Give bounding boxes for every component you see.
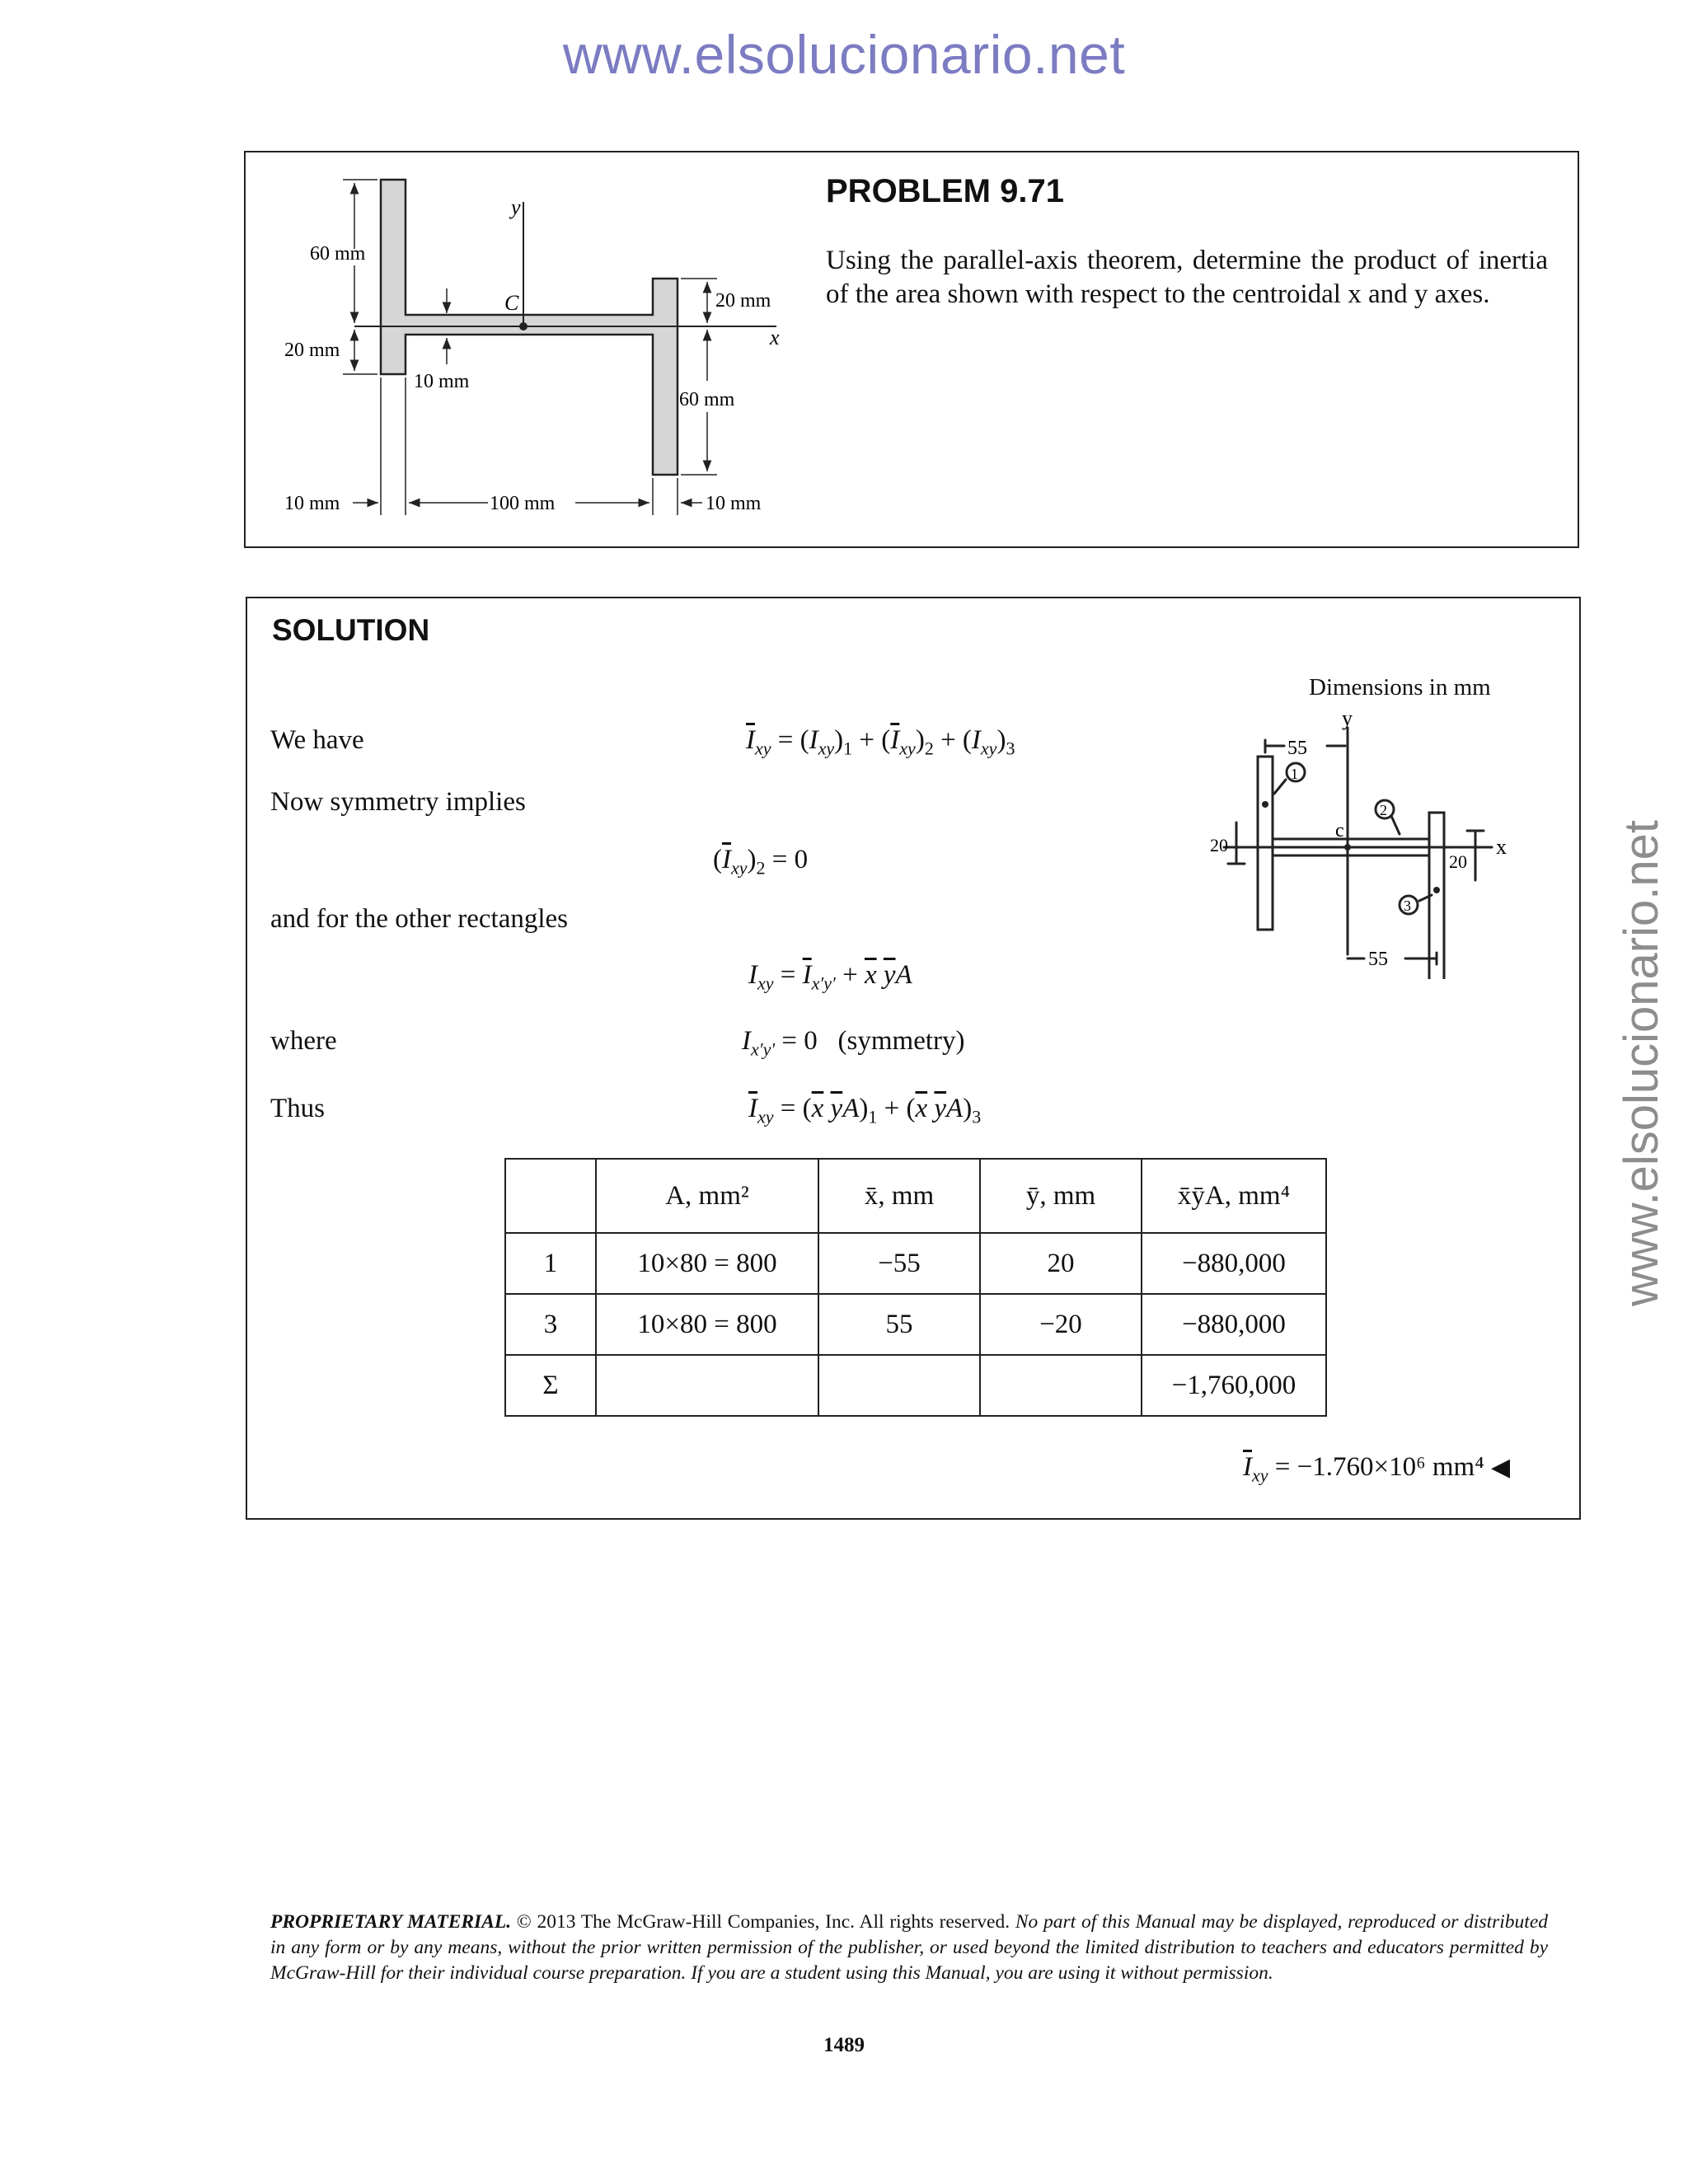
equation-1: $\overline{I}_{xy} = (I_{xy})_1 + (\overline{I}_{xy})_2 + (I_{xy})_3$ <box>746 725 1015 759</box>
fig-dim-10-bottom-right: 10 mm <box>706 493 762 514</box>
sketch-part-1: 1 <box>1291 766 1298 782</box>
problem-figure <box>272 165 808 527</box>
solution-sketch <box>1203 707 1517 979</box>
fig-dim-10-web: 10 mm <box>414 371 470 392</box>
fig-dim-100-bottom: 100 mm <box>490 493 556 514</box>
sketch-y-label: y <box>1342 707 1353 730</box>
fig-dim-10-bottom-left: 10 mm <box>284 493 340 514</box>
problem-title: PROBLEM 9.71 <box>826 173 1064 209</box>
fig-dim-20-left: 20 mm <box>284 340 340 361</box>
table-cell: −1,760,000 <box>1142 1355 1326 1416</box>
table-row <box>505 1294 1326 1355</box>
table-cell <box>596 1355 818 1416</box>
watermark-top: www.elsolucionario.net <box>562 24 1126 85</box>
final-answer: $\overline{I}_{xy} = -1.760\times 10^6$ mm⁴ ◀ <box>1243 1452 1511 1486</box>
table-header: x̄ȳA, mm⁴ <box>1142 1159 1326 1233</box>
table-cell: 10×80 = 800 <box>596 1233 818 1294</box>
sketch-dim-20-right: 20 <box>1449 851 1467 872</box>
sketch-dim-20-left: 20 <box>1210 835 1228 855</box>
sketch-dim-55-bottom: 55 <box>1368 949 1388 970</box>
sketch-x-label: x <box>1496 835 1507 859</box>
fig-y-label: y <box>511 195 521 219</box>
table-cell: 1 <box>505 1233 596 1294</box>
footer-notice <box>270 1910 1548 1986</box>
solution-title: SOLUTION <box>272 613 430 647</box>
equation-5: $\overline{I}_{xy} = (\overline{x}$ $\overline{y}A)_1 + (\overline{x}$ $\overline{y}A)_3$ <box>748 1094 982 1127</box>
sketch-dim-55-top: 55 <box>1287 738 1307 759</box>
table-row <box>505 1355 1326 1416</box>
table-header: ȳ, mm <box>980 1159 1142 1233</box>
fig-dim-60-right: 60 mm <box>679 389 735 410</box>
sketch-c-label: c <box>1335 820 1344 841</box>
fig-dim-20-right: 20 mm <box>715 290 771 312</box>
table-cell <box>818 1355 980 1416</box>
table-cell <box>980 1355 1142 1416</box>
equation-2: $(\overline{I}_{xy})_2 = 0$ <box>713 845 809 879</box>
answer-value: = −1.760×10⁶ mm⁴ <box>1274 1452 1484 1482</box>
problem-statement: Using the parallel-axis theorem, determine the product of inertia of the area shown with respect to the centroidal x and y axes. <box>826 246 1548 309</box>
table-cell: 20 <box>980 1233 1142 1294</box>
table-header: x̄, mm <box>818 1159 980 1233</box>
answer-marker-icon: ◀ <box>1490 1454 1511 1481</box>
table-cell: 10×80 = 800 <box>596 1294 818 1355</box>
equation-4: $I_{x'y'} = 0$ (symmetry) <box>742 1026 965 1060</box>
table-cell: Σ <box>505 1355 596 1416</box>
table-cell: −880,000 <box>1142 1294 1326 1355</box>
table-row <box>505 1233 1326 1294</box>
table-cell: 3 <box>505 1294 596 1355</box>
label-where: where <box>270 1026 337 1056</box>
sketch-caption: Dimensions in mm <box>1309 674 1491 701</box>
sketch-part-3: 3 <box>1404 898 1411 914</box>
table-cell: 55 <box>818 1294 980 1355</box>
fig-c-label: C <box>504 291 519 315</box>
table-cell: −20 <box>980 1294 1142 1355</box>
label-other-rectangles: and for the other rectangles <box>270 904 569 934</box>
fig-dim-60-left: 60 mm <box>310 243 366 265</box>
table-cell: −55 <box>818 1233 980 1294</box>
table-header: A, mm² <box>596 1159 818 1233</box>
results-table <box>504 1158 1327 1417</box>
footer-copyright: © 2013 The McGraw-Hill Companies, Inc. All rights reserved. <box>516 1911 1010 1933</box>
footer-proprietary: PROPRIETARY MATERIAL. <box>270 1911 512 1933</box>
sketch-part-2: 2 <box>1380 802 1387 818</box>
symmetry-note: (symmetry) <box>837 1026 965 1056</box>
label-symmetry-implies: Now symmetry implies <box>270 787 526 817</box>
label-we-have: We have <box>270 725 364 755</box>
table-header-row <box>505 1159 1326 1233</box>
centroid-point <box>519 322 528 330</box>
table-cell: −880,000 <box>1142 1233 1326 1294</box>
label-thus: Thus <box>270 1094 325 1123</box>
page-number: 1489 <box>823 2034 865 2056</box>
equation-3: $I_{xy} = \overline{I}_{x'y'} + \overline{x}$ $\overline{y}A$ <box>748 960 912 994</box>
watermark-side: www.elsolucionario.net <box>1615 820 1668 1306</box>
fig-x-label: x <box>770 326 780 349</box>
table-header <box>505 1159 596 1233</box>
footer-notice-text: No part of this Manual may be displayed, reproduced or distributed in any form or by any means, without the prior written permission of the publisher, or used beyond the limited distribution to teachers and educators permitted by McGraw-Hill for their individual course preparation. If you are a student using this Manual, you are using it without permission. <box>270 1911 1549 1984</box>
